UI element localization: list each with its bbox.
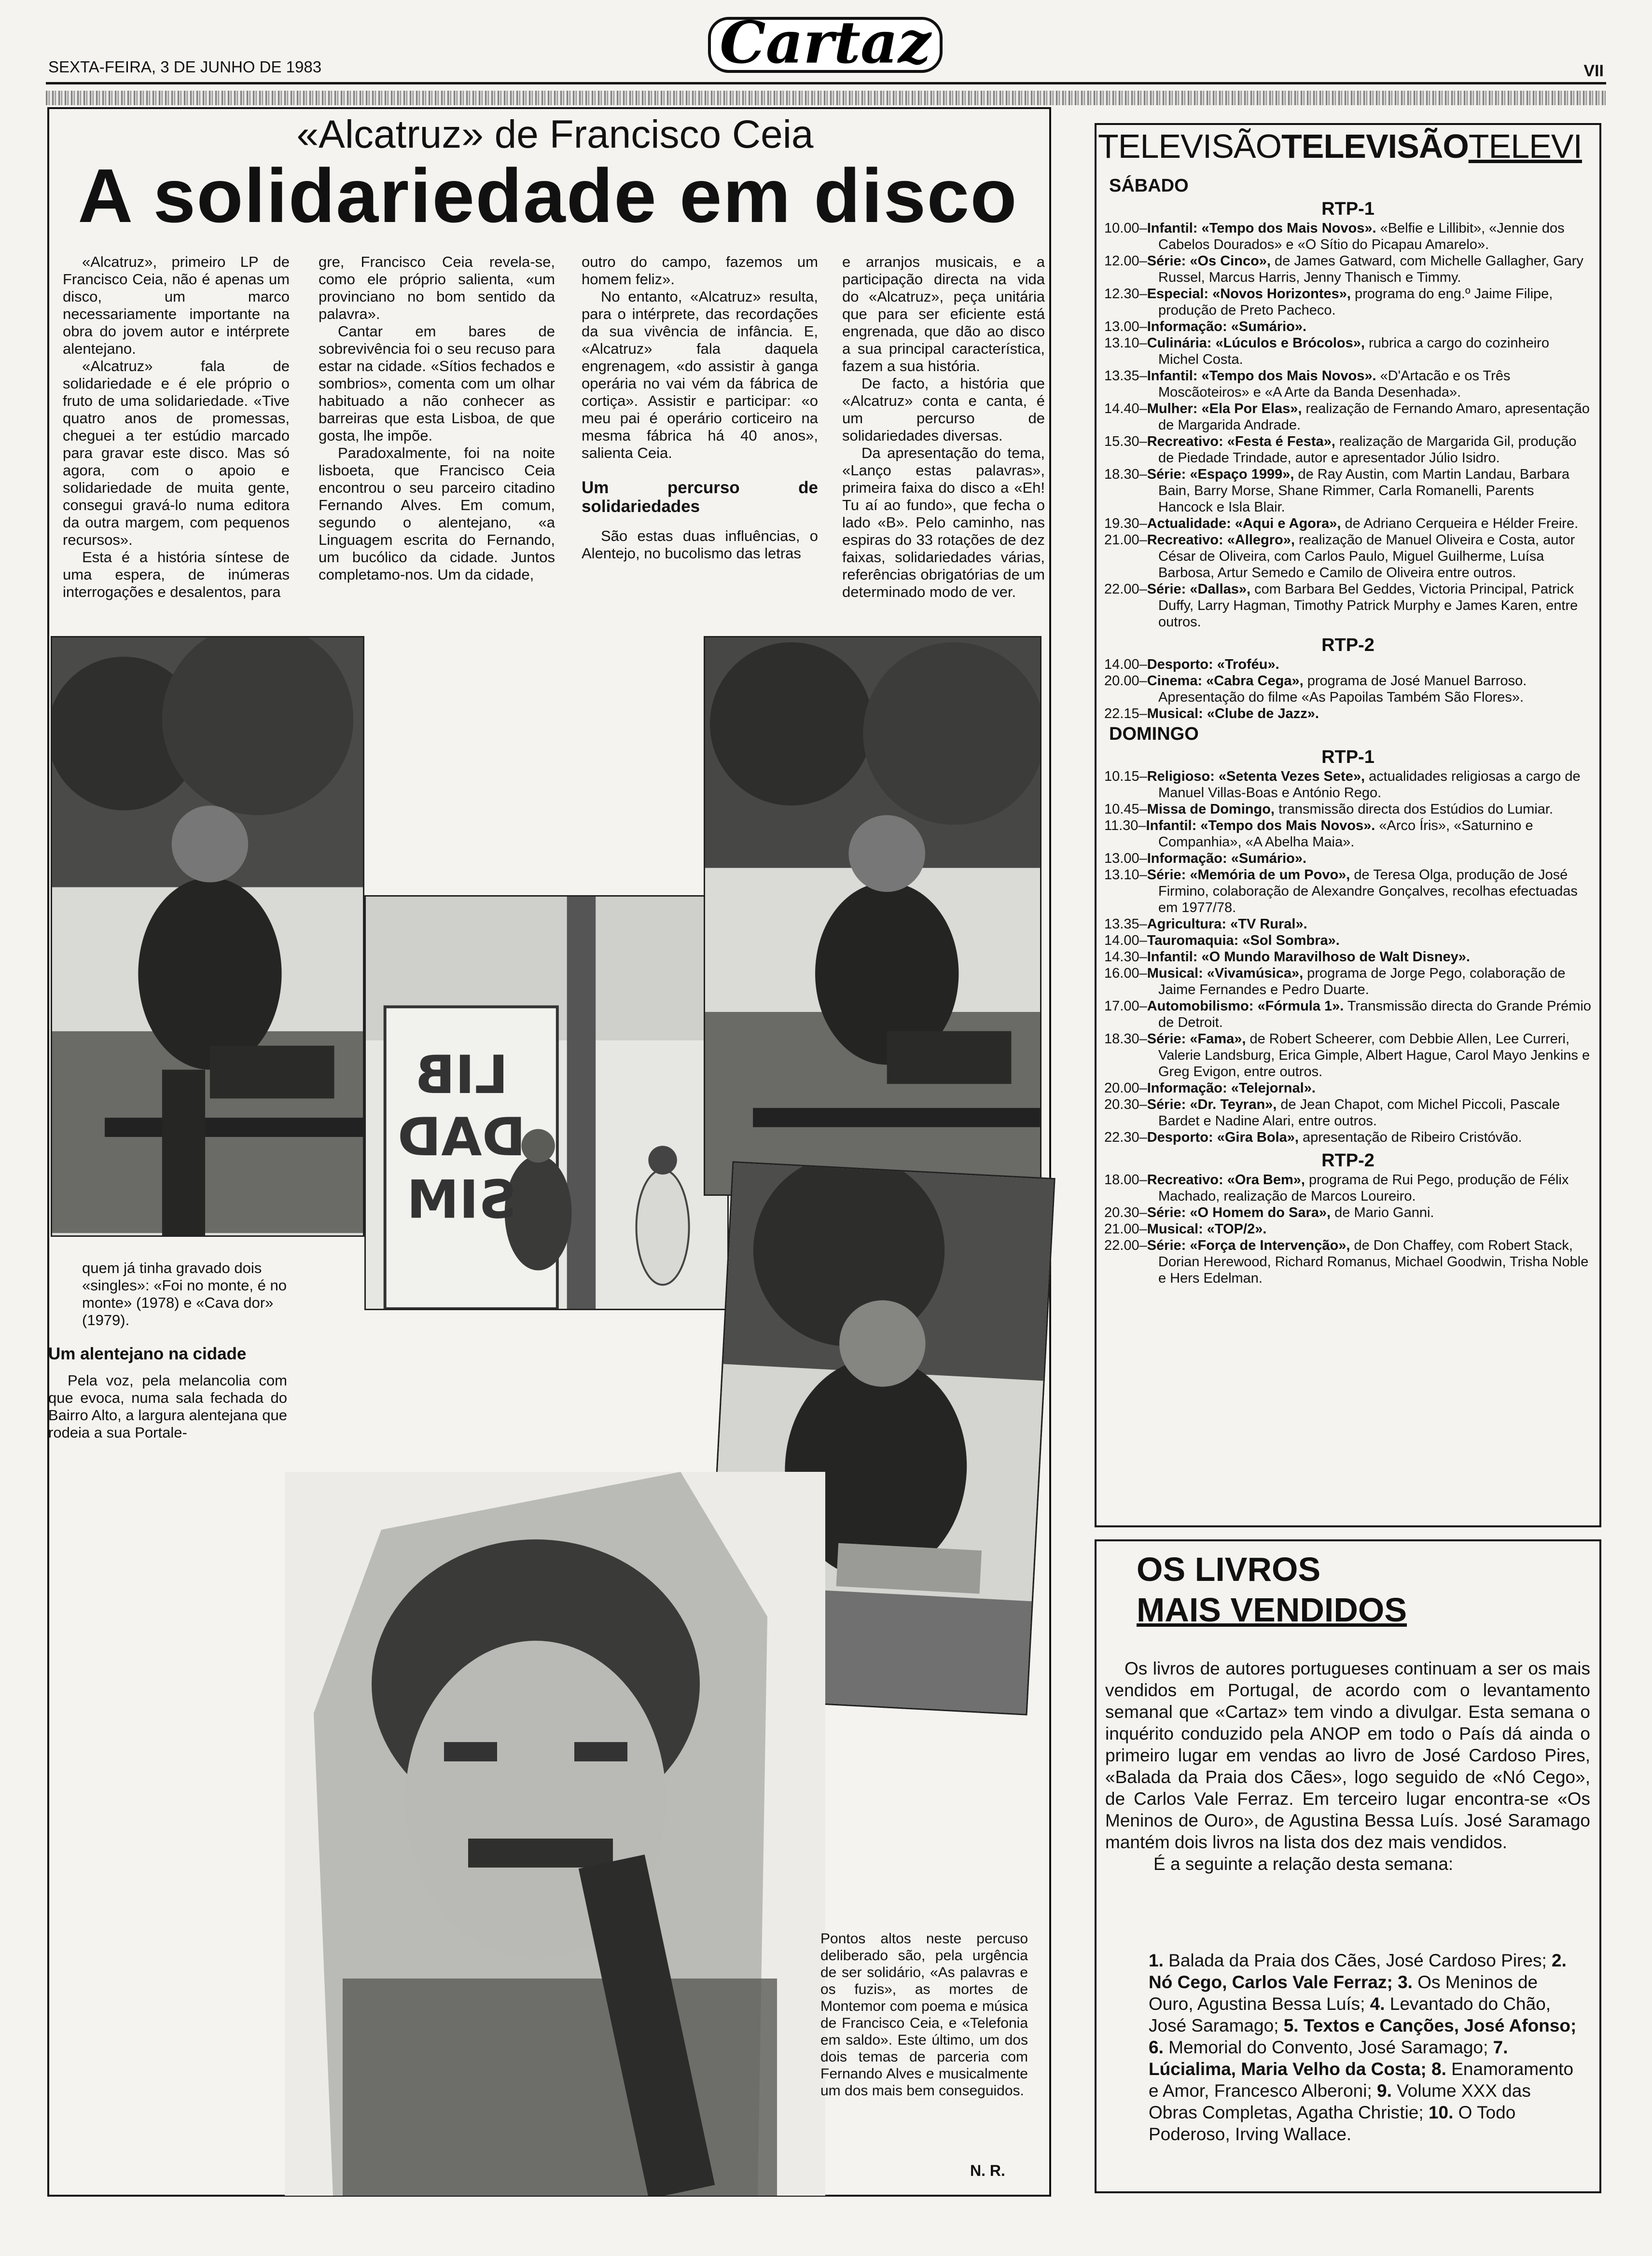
program-time: 19.30–: [1104, 516, 1147, 531]
tv-program: [1104, 706, 1592, 722]
paragraph: gre, Francisco Ceia revela-se, como ele próprio salienta, «um provinciano no bom sentido da palavra».: [319, 253, 555, 322]
program-time: 13.10–: [1104, 867, 1147, 883]
program-title: Missa de Domingo,: [1147, 802, 1275, 817]
program-title: Recreativo: «Festa é Festa»,: [1147, 434, 1335, 449]
program-details: de Adriano Cerqueira e Hélder Freire.: [1341, 516, 1579, 531]
program-time: 13.00–: [1104, 319, 1147, 334]
program-title: Recreativo: «Allegro»,: [1147, 532, 1295, 548]
program-time: 10.45–: [1104, 802, 1147, 817]
program-title: Infantil: «Tempo dos Mais Novos».: [1146, 818, 1375, 833]
tv-program: [1104, 817, 1592, 850]
rank-number: 10.: [1428, 2103, 1458, 2122]
tv-program: [1104, 998, 1592, 1031]
program-time: 13.10–: [1104, 335, 1147, 351]
program-title: Recreativo: «Ora Bem»,: [1147, 1172, 1305, 1188]
tv-program: [1104, 581, 1592, 630]
program-title: Musical: «TOP/2».: [1147, 1221, 1267, 1237]
program-title: Culinária: «Lúculos e Brócolos»,: [1147, 335, 1365, 351]
book-entry: Enamoramento e Amor, Francesco Alberoni;: [1149, 2059, 1574, 2101]
tv-program: [1104, 335, 1592, 368]
tv-program: [1104, 801, 1592, 817]
title-line: MAIS VENDIDOS: [1137, 1591, 1407, 1629]
program-time: 11.30–: [1104, 818, 1146, 833]
program-title: Série: «Dr. Teyran»,: [1147, 1097, 1277, 1112]
tv-program: [1104, 965, 1592, 998]
program-time: 20.00–: [1104, 673, 1147, 689]
article-column-2: [319, 253, 555, 583]
title-line: OS LIVROS: [1137, 1550, 1321, 1588]
program-title: Infantil: «Tempo dos Mais Novos».: [1147, 368, 1376, 384]
program-time: 22.30–: [1104, 1130, 1147, 1145]
book-entry: Levantado do Chão, José Saramago;: [1149, 1994, 1551, 2035]
paragraph: outro do campo, fazemos um homem feliz».: [582, 253, 818, 288]
tv-program: [1104, 1080, 1592, 1096]
banner-word: TELEVI: [1468, 127, 1582, 165]
tv-program: [1104, 932, 1592, 949]
program-time: 14.40–: [1104, 401, 1147, 416]
program-details: de James Gatward, com Michelle Gallagher, Gary Russel, Marcus Harris, Jenny Thanisch e Timmy.: [1158, 253, 1583, 285]
tv-channel: RTP-2: [1321, 635, 1374, 655]
photo-singer-bench-left: [51, 636, 364, 1237]
tv-program: [1104, 515, 1592, 532]
bestsellers-intro: [1105, 1658, 1590, 1875]
photo-caption-right: Pontos altos neste percuso deliberado são, pela urgência de ser solidário, «As palavras e os fuzis», as mortes de Montemor com poema e música de Francisco Ceia, e «Telefonia em saldo». Este último, um dos dois temas de parceria com Fernando Alves e musicalmente um dos mais bem conseguidos.: [820, 1931, 1028, 2099]
program-time: 16.00–: [1104, 966, 1147, 981]
program-time: 20.00–: [1104, 1080, 1147, 1096]
program-details: realização de Manuel Oliveira e Costa, autor César de Oliveira, com Carlos Paulo, Miguel Guilherme, Luísa Barbosa, Artur Semedo e Camilo de Oliveira entre outros.: [1158, 532, 1575, 581]
program-title: Informação: «Telejornal».: [1147, 1080, 1316, 1096]
sign-text: DAD: [397, 1107, 526, 1168]
program-title: Agricultura: «TV Rural».: [1147, 916, 1307, 932]
article-headline: A solidariedade em disco: [78, 153, 1018, 238]
rank-number: 8.: [1431, 2059, 1452, 2079]
program-title: Desporto: «Gira Bola»,: [1147, 1130, 1299, 1145]
paragraph: e arranjos musicais, e a participação directa na vida do «Alcatruz», peça unitária que para ser eficiente está engrenada, que dão ao disco a sua principal característica, fazem a sua história.: [842, 253, 1045, 374]
tv-day: DOMINGO: [1109, 724, 1199, 744]
program-title: Musical: «Vivamúsica»,: [1147, 966, 1304, 981]
program-title: Cinema: «Cabra Cega»,: [1147, 673, 1304, 689]
bestseller-item: [1284, 2016, 1577, 2035]
program-title: Mulher: «Ela Por Elas»,: [1147, 401, 1302, 416]
program-time: 10.00–: [1104, 221, 1147, 236]
rank-number: 6.: [1149, 2037, 1169, 2057]
sign-text: SIM: [406, 1169, 517, 1231]
paragraph: No entanto, «Alcatruz» resulta, para o intérprete, das recordações da sua vivência de infância. E, «Alcatruz» fala daquela engrenagem, «do assistir à ganga operária no vai vém da fábrica de cortiça». Assistir e participar: «o meu pai é operário corticeiro na mesma fábrica há 40 anos», salienta Ceia.: [582, 288, 818, 461]
book-entry: Os Meninos de Ouro, Agustina Bessa Luís;: [1149, 1972, 1538, 2014]
program-time: 12.00–: [1104, 253, 1147, 269]
program-time: 22.00–: [1104, 1238, 1147, 1253]
paragraph: Esta é a história síntese de uma espera, de inúmeras interrogações e desalentos, para: [63, 549, 290, 600]
sign-text: LIB: [415, 1044, 509, 1106]
cartaz-logo: [700, 4, 951, 76]
article-column-1: [63, 253, 290, 601]
article-column-3: [582, 253, 818, 562]
paragraph: «Alcatruz», primeiro LP de Francisco Ceia, não é apenas um disco, um marco necessariamente importante na obra do jovem autor e intérprete alentejano.: [63, 253, 290, 357]
program-title: Especial: «Novos Horizontes»,: [1147, 286, 1351, 302]
program-title: Série: «Força de Intervenção»,: [1147, 1238, 1350, 1253]
book-entry: Balada da Praia dos Cães, José Cardoso Pires;: [1168, 1951, 1552, 1970]
article-kicker: «Alcatruz» de Francisco Ceia: [296, 112, 814, 156]
rank-number: 3.: [1398, 1972, 1418, 1992]
program-time: 17.00–: [1104, 998, 1147, 1014]
rank-number: 2.: [1552, 1951, 1567, 1970]
paragraph: Da apresentação do tema, «Lanço estas palavras», primeira faixa do disco a «Eh! Tu aí ao fundo», que fecha o lado «B». Pelo caminho, nas espiras do 33 rotações de dez faixas, solidariedades várias, referências obrigatórias de um determinado modo de ver.: [842, 444, 1045, 600]
program-details: realização de Fernando Amaro, apresentação de Margarida Andrade.: [1158, 401, 1590, 433]
tv-schedule: [1104, 174, 1592, 1287]
subheading: Um alentejano na cidade: [48, 1344, 247, 1363]
bestseller-item: [1149, 1951, 1552, 1970]
program-time: 20.30–: [1104, 1205, 1147, 1220]
issue-date: SEXTA-FEIRA, 3 DE JUNHO DE 1983: [48, 58, 322, 76]
program-time: 21.00–: [1104, 1221, 1147, 1237]
program-title: Desporto: «Troféu».: [1147, 657, 1279, 672]
program-details: rubrica a cargo do cozinheiro Michel Costa.: [1158, 335, 1549, 367]
program-details: com Barbara Bel Geddes, Victoria Principal, Patrick Duffy, Larry Hagman, Timothy Patrick Murphy e James Karen, entre outros.: [1158, 581, 1578, 630]
photo-caption-left: [48, 1259, 287, 1441]
caption-text: quem já tinha gravado dois «singles»: «Foi no monte, é no monte» (1978) e «Cava dor» (1979).: [82, 1259, 287, 1329]
book-entry: Volume XXX das Obras Completas, Agatha Christie;: [1149, 2081, 1531, 2122]
program-time: 13.35–: [1104, 368, 1147, 384]
book-entry: O Todo Poderoso, Irving Wallace.: [1149, 2103, 1516, 2144]
photo-street-sign: [364, 895, 729, 1310]
banner-word: TELEVISÃO: [1098, 127, 1282, 165]
tv-program: [1104, 253, 1592, 286]
rank-number: 9.: [1377, 2081, 1397, 2101]
bestseller-item: [1149, 2037, 1493, 2057]
paragraph: Pela voz, pela melancolia com que evoca, numa sala fechada do Bairro Alto, a largura alentejana que rodeia a sua Portale-: [48, 1372, 287, 1441]
list-intro: É a seguinte a relação desta semana:: [1153, 1854, 1454, 1874]
paragraph: «Alcatruz» fala de solidariedade e é ele próprio o fruto de uma solidariedade. «Tive quatro anos de promessas, cheguei a ter estúdio marcado para gravar este disco. Mas só agora, com o apoio e solidariedade de muita gente, consegui gravá-lo numa editora da outra margem, com pequenos recursos».: [63, 358, 290, 548]
paragraph: Os livros de autores portugueses continuam a ser os mais vendidos em Portugal, de acordo com o levantamento semanal que «Cartaz» tem vindo a divulgar. Esta semana o inquérito conduzido pela ANOP em todo o País dá ainda o primeiro lugar em vendas ao livro de José Cardoso Pires, «Balada da Praia dos Cães», logo seguido de «Nó Cego», de Carlos Vale Ferraz. Em terceiro lugar encontra-se «Os Meninos de Ouro», de Agustina Bessa Luís. José Saramago mantém dois livros na lista dos dez mais vendidos.: [1105, 1659, 1590, 1852]
program-title: Musical: «Clube de Jazz».: [1147, 706, 1319, 721]
program-title: Tauromaquia: «Sol Sombra».: [1147, 933, 1340, 948]
tv-channel: RTP-1: [1321, 747, 1374, 767]
rank-number: 4.: [1370, 1994, 1390, 2014]
book-entry: Nó Cego, Carlos Vale Ferraz;: [1149, 1972, 1398, 1992]
program-details: de Robert Scheerer, com Debbie Allen, Lee Curreri, Valerie Landsburg, Erica Gimple, Albert Hague, Carol Mayo Jenkins e Greg Evigon, entre outros.: [1158, 1031, 1590, 1080]
program-details: de Jean Chapot, com Michel Piccoli, Pascale Bardet e Nadine Alari, entre outros.: [1158, 1097, 1560, 1129]
tv-banner: [1098, 126, 1598, 166]
subheading: Um percurso de solidariedades: [582, 478, 818, 516]
program-time: 14.00–: [1104, 933, 1147, 948]
program-time: 14.00–: [1104, 657, 1147, 672]
bestsellers-title: [1137, 1549, 1407, 1630]
header-rule: [46, 82, 1606, 84]
program-title: Série: «Os Cinco»,: [1147, 253, 1271, 269]
program-details: programa de Rui Pego, produção de Félix Machado, realização de Marcos Loureiro.: [1158, 1172, 1569, 1204]
tv-program: [1104, 220, 1592, 253]
program-details: de Ray Austin, com Martin Landau, Barbara Bain, Barry Morse, Shane Rimmer, Carla Romanelli, Parents Hancock e Isla Blair.: [1158, 467, 1570, 515]
program-title: Informação: «Sumário».: [1147, 851, 1307, 866]
bestsellers-list: [1149, 1950, 1583, 2145]
tv-program: [1104, 1096, 1592, 1129]
program-details: programa de Jorge Pego, colaboração de Jaime Fernandes e Pedro Duarte.: [1158, 966, 1566, 997]
tv-program: [1104, 1237, 1592, 1287]
photo-singer-guitar-large: [285, 1472, 825, 2196]
tv-program: [1104, 433, 1592, 466]
program-time: 22.15–: [1104, 706, 1147, 721]
decorative-band: [46, 91, 1606, 105]
program-time: 18.30–: [1104, 467, 1147, 482]
program-details: de Don Chaffey, com Robert Stack, Dorian Herewood, Richard Romanus, Michael Goodwin, Trisha Noble e Hers Edelman.: [1158, 1238, 1589, 1286]
book-entry: Memorial do Convento, José Saramago;: [1168, 2037, 1493, 2057]
program-details: «D'Artacão e os Três Moscãoteiros» e «A Arte da Banda Desenhada».: [1158, 368, 1511, 400]
program-title: Série: «Memória de um Povo»,: [1147, 867, 1350, 883]
program-details: «Arco Íris», «Saturnino e Companhia», «A Abelha Maia».: [1158, 818, 1533, 850]
tv-program: [1104, 466, 1592, 515]
tv-program: [1104, 1031, 1592, 1080]
program-time: 21.00–: [1104, 532, 1147, 548]
program-time: 18.30–: [1104, 1031, 1147, 1047]
program-title: Automobilismo: «Fórmula 1».: [1147, 998, 1344, 1014]
program-details: apresentação de Ribeiro Cristóvão.: [1298, 1130, 1522, 1145]
tv-program: [1104, 1129, 1592, 1146]
tv-channel: RTP-2: [1321, 1150, 1374, 1171]
tv-program: [1104, 656, 1592, 673]
program-time: 18.00–: [1104, 1172, 1147, 1188]
tv-program: [1104, 286, 1592, 318]
banner-word: TELEVISÃO: [1281, 127, 1469, 165]
paragraph: Cantar em bares de sobrevivência foi o seu recuso para estar na cidade. «Sítios fechados e sombrios», comenta com um olhar habituado a não conhecer as barreiras que esta Lisboa, de que gosta, lhe impõe.: [319, 323, 555, 444]
book-entry: Textos e Canções, José Afonso;: [1303, 2016, 1577, 2035]
program-time: 22.00–: [1104, 581, 1147, 597]
program-details: programa do eng.º Jaime Filipe, produção de Preto Pacheco.: [1158, 286, 1553, 318]
tv-program: [1104, 532, 1592, 581]
program-title: Infantil: «O Mundo Maravilhoso de Walt Disney».: [1147, 949, 1470, 965]
program-details: actualidades religiosas a cargo de Manuel Villas-Boas e António Rego.: [1158, 769, 1581, 801]
tv-channel: RTP-1: [1321, 199, 1374, 219]
program-title: Infantil: «Tempo dos Mais Novos».: [1147, 221, 1376, 236]
tv-program: [1104, 768, 1592, 801]
program-details: Transmissão directa do Grande Prémio de Detroit.: [1158, 998, 1591, 1030]
page-number: VII: [1583, 62, 1604, 80]
tv-program: [1104, 368, 1592, 401]
program-title: Série: «Fama»,: [1147, 1031, 1246, 1047]
program-title: Religioso: «Setenta Vezes Sete»,: [1147, 769, 1365, 784]
paragraph: São estas duas influências, o Alentejo, no bucolismo das letras: [582, 527, 818, 562]
tv-program: [1104, 916, 1592, 932]
program-time: 14.30–: [1104, 949, 1147, 965]
tv-program: [1104, 1204, 1592, 1221]
rank-number: 1.: [1149, 1951, 1169, 1970]
article-column-4: [842, 253, 1045, 601]
program-details: realização de Margarida Gil, produção de Piedade Trindade, autor e apresentador Júlio Isidro.: [1158, 434, 1577, 466]
program-time: 15.30–: [1104, 434, 1147, 449]
rank-number: 7.: [1493, 2037, 1508, 2057]
tv-program: [1104, 401, 1592, 433]
program-time: 13.00–: [1104, 851, 1147, 866]
program-details: de Teresa Olga, produção de José Firmino, colaboração de Alexandre Gonçalves, recolhas efectuadas em 1977/78.: [1158, 867, 1578, 915]
program-details: «Belfie e Lillibit», «Jennie dos Cabelos Dourados» e «O Sítio do Picapau Amarelo».: [1158, 221, 1565, 252]
tv-program: [1104, 850, 1592, 867]
program-title: Informação: «Sumário».: [1147, 319, 1307, 334]
program-title: Série: «Espaço 1999»,: [1147, 467, 1294, 482]
tv-program: [1104, 1172, 1592, 1204]
tv-day: SÁBADO: [1109, 176, 1189, 196]
program-details: programa de José Manuel Barroso. Apresentação do filme «As Papoilas Também São Flores».: [1158, 673, 1527, 705]
program-title: Actualidade: «Aqui e Agora»,: [1147, 516, 1341, 531]
tv-program: [1104, 673, 1592, 706]
program-time: 12.30–: [1104, 286, 1147, 302]
program-details: transmissão directa dos Estúdios do Lumiar.: [1274, 802, 1554, 817]
photo-singer-bench-right: [704, 636, 1041, 1196]
program-title: Série: «O Homem do Sara»,: [1147, 1205, 1331, 1220]
program-details: de Mario Ganni.: [1331, 1205, 1434, 1220]
signature: N. R.: [970, 2162, 1005, 2179]
program-time: 20.30–: [1104, 1097, 1147, 1112]
logo-text: Cartaz: [720, 9, 931, 76]
tv-program: [1104, 949, 1592, 965]
program-time: 13.35–: [1104, 916, 1147, 932]
paragraph: De facto, a história que «Alcatruz» conta e canta, é um percurso de solidariedades diversas.: [842, 375, 1045, 444]
tv-program: [1104, 867, 1592, 916]
rank-number: 5.: [1283, 2016, 1304, 2035]
tv-program: [1104, 1221, 1592, 1237]
book-entry: Lúcialima, Maria Velho da Costa;: [1149, 2059, 1432, 2079]
program-title: Série: «Dallas»,: [1147, 581, 1251, 597]
program-time: 10.15–: [1104, 769, 1147, 784]
paragraph: Paradoxalmente, foi na noite lisboeta, que Francisco Ceia encontrou o seu parceiro citadino Fernando Alves. Em comum, segundo o alentejano, «a Linguagem escrita do Fernando, um bucólico da cidade. Juntos completamo-nos. Um da cidade,: [319, 444, 555, 583]
tv-program: [1104, 318, 1592, 335]
